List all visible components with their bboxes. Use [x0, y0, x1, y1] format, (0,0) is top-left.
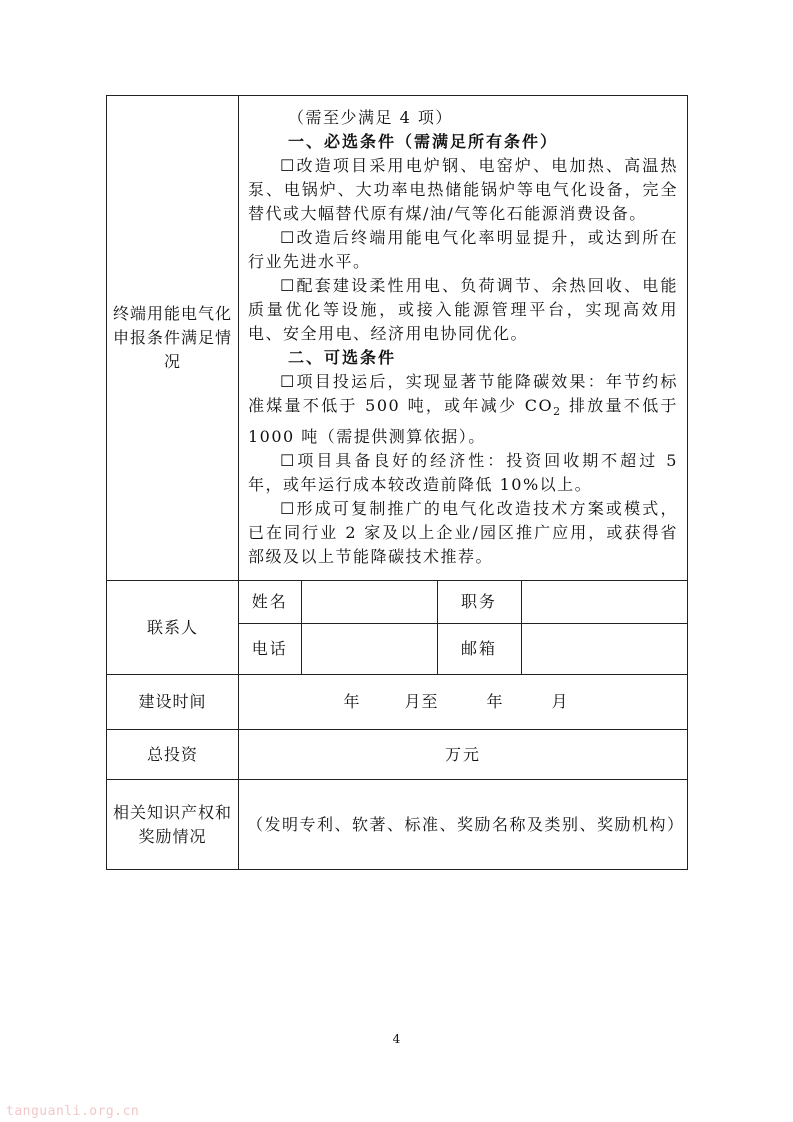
total-investment-field[interactable]: 万元 [239, 730, 688, 780]
total-investment-label: 总投资 [107, 730, 239, 780]
construction-time-field[interactable] [239, 675, 688, 730]
co2-subscript: 2 [553, 405, 562, 419]
page-number: 4 [392, 1032, 401, 1046]
optional-condition-1[interactable] [248, 370, 678, 448]
ip-awards-row [107, 780, 688, 870]
conditions-label: 终端用能电气化申报条件满足情况 [107, 96, 239, 581]
email-label: 邮箱 [437, 624, 521, 675]
optional-condition-3[interactable]: ☐形成可复制推广的电气化改造技术方案或模式，已在同行业 2 家及以上企业/园区推广应用，或获得省部级及以上节能降碳技术推荐。 [248, 498, 678, 566]
end-month-text: 月 [551, 692, 569, 711]
required-condition-3[interactable]: ☐配套建设柔性用电、负荷调节、余热回收、电能质量优化等设施，或接入能源管理平台，实现高效用电、安全用电、经济用电协同优化。 [248, 276, 678, 344]
construction-time-row [107, 675, 688, 730]
start-year-text: 年 [343, 692, 361, 711]
required-conditions-heading: 一、必选条件（需满足所有条件） [288, 132, 559, 152]
phone-label: 电话 [239, 624, 301, 675]
optional-conditions-heading: 二、可选条件 [288, 348, 397, 368]
contact-cell [239, 581, 688, 675]
conditions-content [239, 96, 688, 581]
conditions-row [107, 96, 688, 581]
email-field[interactable] [521, 624, 688, 675]
total-investment-row [107, 730, 688, 780]
watermark: tanguanli.org.cn [6, 1104, 140, 1119]
end-year-text: 年 [486, 692, 504, 711]
ip-awards-label: 相关知识产权和奖励情况 [107, 780, 239, 870]
ip-awards-field[interactable]: （发明专利、软著、标准、奖励名称及类别、奖励机构） [239, 780, 688, 870]
required-condition-1[interactable]: ☐改造项目采用电炉钢、电窑炉、电加热、高温热泵、电锅炉、大功率电热储能锅炉等电气化设备，完全替代或大幅替代原有煤/油/气等化石能源消费设备。 [248, 156, 678, 224]
contact-label: 联系人 [107, 581, 239, 675]
required-condition-2[interactable]: ☐改造后终端用能电气化率明显提升，或达到所在行业先进水平。 [248, 228, 678, 272]
optional-condition-1-text-end: 排放量不低于 1000 吨（需提供测算依据）。 [248, 396, 678, 446]
position-label: 职务 [437, 581, 521, 624]
name-label: 姓名 [239, 581, 301, 624]
contact-row [107, 581, 688, 675]
application-form-table [106, 95, 688, 870]
name-field[interactable] [301, 581, 437, 624]
construction-time-label: 建设时间 [107, 675, 239, 730]
start-month-text: 月至 [404, 692, 439, 711]
contact-table [239, 581, 688, 674]
position-field[interactable] [521, 581, 688, 624]
optional-condition-2[interactable]: ☐项目具备良好的经济性：投资回收期不超过 5 年，或年运行成本较改造前降低 10%以上。 [248, 450, 678, 494]
conditions-note: （需至少满足 4 项） [288, 108, 453, 128]
phone-field[interactable] [301, 624, 437, 675]
optional-condition-1-text: ☐项目投运后，实现显著节能降碳效果：年节约标准煤量不低于 500 吨，或年减少 CO [248, 372, 678, 416]
